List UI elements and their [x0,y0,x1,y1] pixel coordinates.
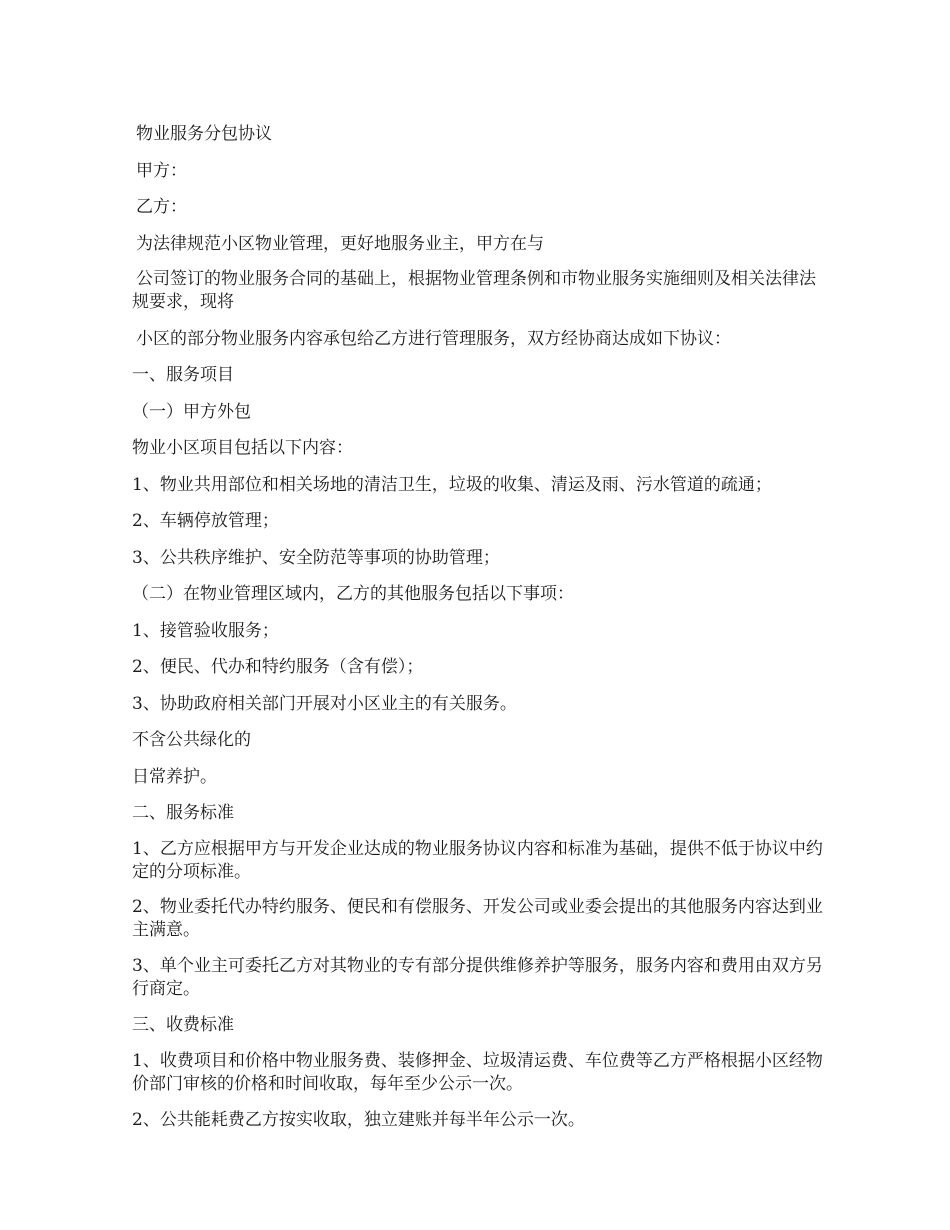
preamble-line-3: 小区的部分物业服务内容承包给乙方进行管理服务，双方经协商达成如下协议： [136,328,731,349]
preamble-line-1: 为法律规范小区物业管理，更好地服务业主，甲方在与 [136,233,544,254]
list-item: 1、物业共用部位和相关场地的清洁卫生，垃圾的收集、清运及雨、污水管道的疏通； [132,474,772,495]
subsection-heading-2: （二）在物业管理区域内，乙方的其他服务包括以下事项： [132,584,574,604]
list-item: 3、公共秩序维护、安全防范等事项的协助管理； [132,547,500,568]
section-heading-2: 二、服务标准 [132,803,234,823]
document-body [132,122,832,1145]
paragraph: 不含公共绿化的 [132,730,251,750]
paragraph: 日常养护。 [132,766,217,787]
list-item: 2、便民、代办和特约服务（含有偿）； [132,657,424,677]
section-heading-1: 一、服务项目 [132,365,234,385]
preamble-line-2: 公司签订的物业服务合同的基础上，根据物业管理条例和市物业服务实施细则及相关法律法规要求，现将 [132,269,816,312]
list-item: 3、单个业主可委托乙方对其物业的专有部分提供维修养护等服务，服务内容和费用由双方另行商定。 [132,955,823,999]
subsection-heading-1: （一）甲方外包 [132,401,251,422]
list-item: 2、公共能耗费乙方按实收取，独立建账并每半年公示一次。 [132,1110,585,1130]
party-b-line: 乙方： [136,197,187,217]
party-a-line: 甲方： [136,160,187,181]
document-title: 物业服务分包协议 [136,124,272,144]
list-item: 3、协助政府相关部门开展对小区业主的有关服务。 [132,693,517,714]
list-item: 2、车辆停放管理； [132,511,279,531]
section-heading-3: 三、收费标准 [132,1015,234,1035]
paragraph: 物业小区项目包括以下内容： [132,438,353,458]
list-item: 1、乙方应根据甲方与开发企业达成的物业服务协议内容和标准为基础，提供不低于协议中约定的分项标准。 [132,838,823,882]
list-item: 1、接管验收服务； [132,620,279,641]
list-item: 2、物业委托代办特约服务、便民和有偿服务、开发公司或业委会提出的其他服务内容达到业主满意。 [132,897,823,940]
list-item: 1、收费项目和价格中物业服务费、装修押金、垃圾清运费、车位费等乙方严格根据小区经物价部门审核的价格和时间收取，每年至少公示一次。 [132,1050,823,1094]
